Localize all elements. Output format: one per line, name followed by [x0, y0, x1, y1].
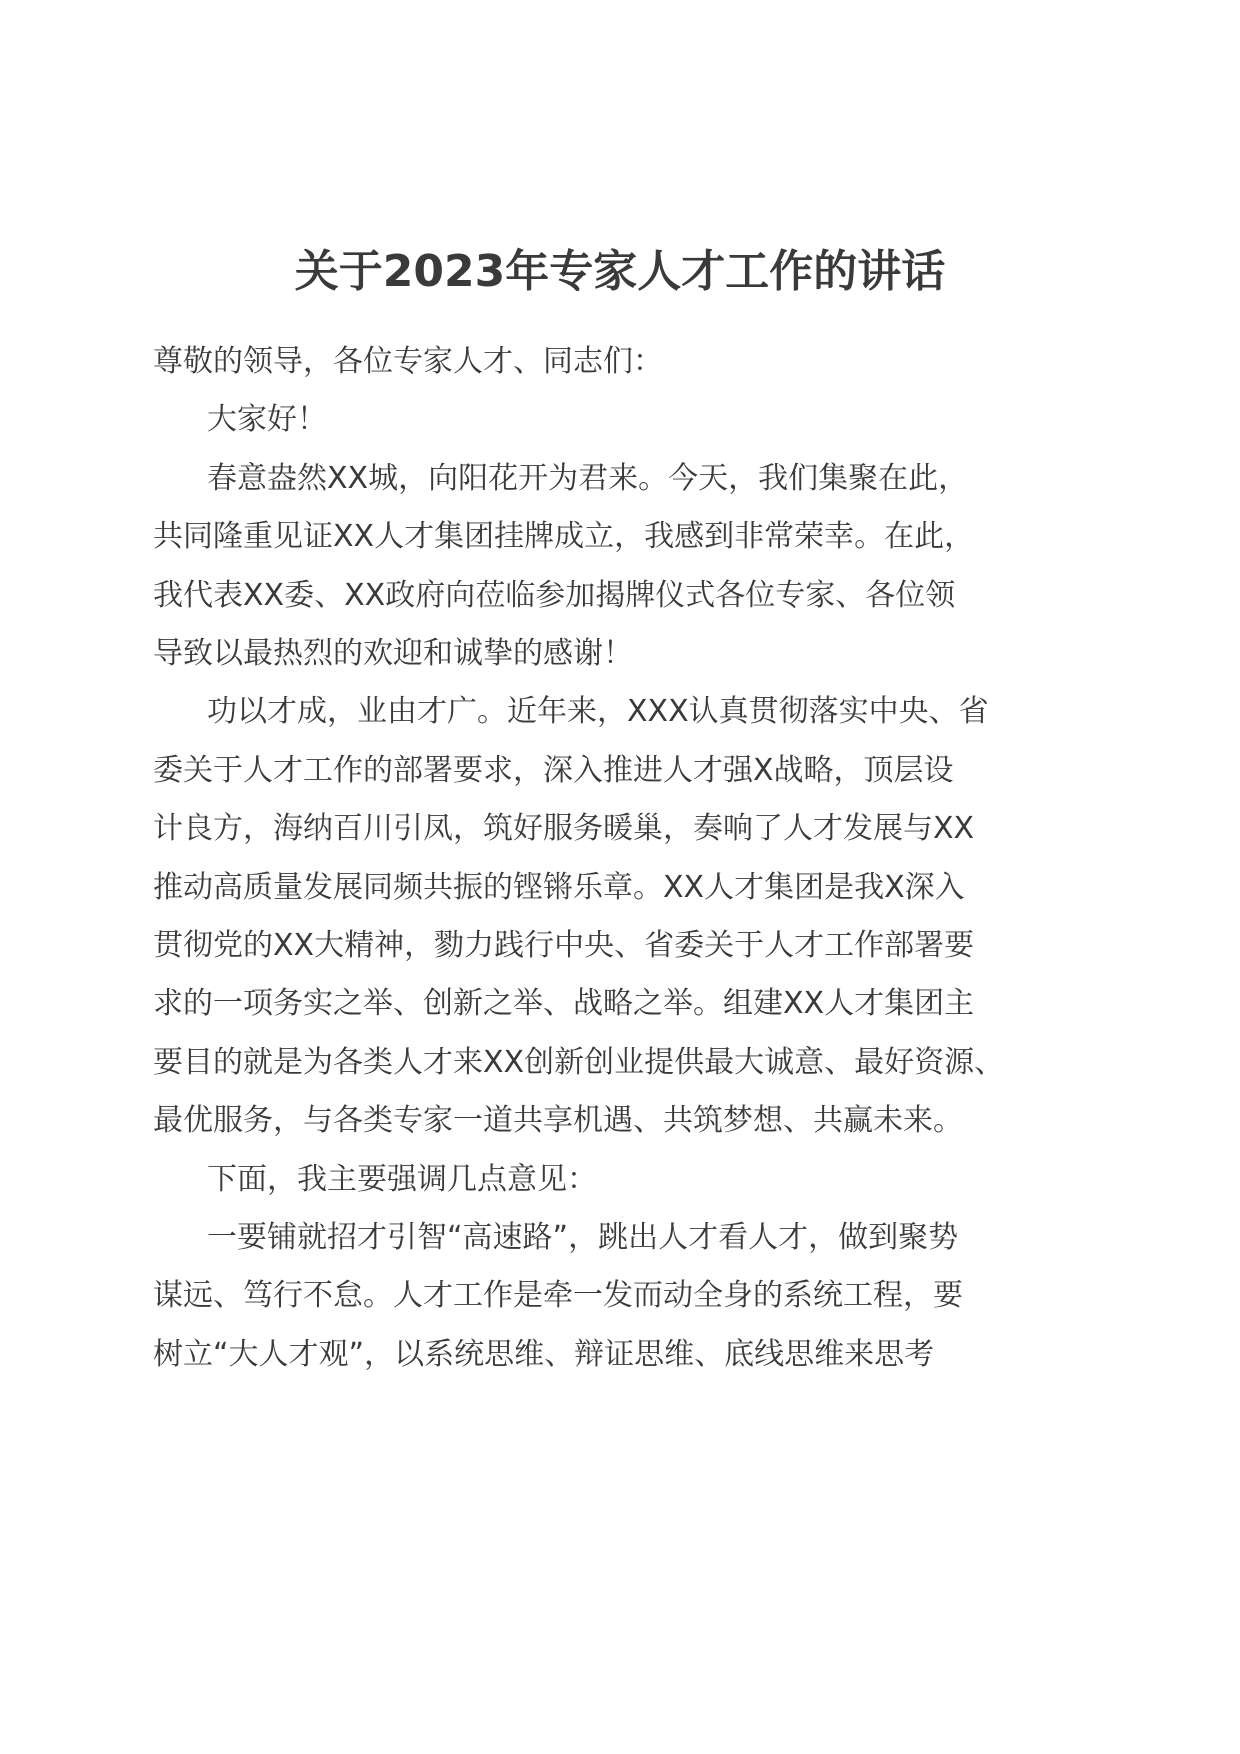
- document-title: 关于2023年专家人才工作的讲话: [294, 246, 946, 297]
- paragraph-line: 我代表XX委、XX政府向莅临参加揭牌仪式各位专家、各位领: [153, 577, 956, 613]
- paragraph-line: 要目的就是为各类人才来XX创新创业提供最大诚意、最好资源、: [153, 1044, 1005, 1080]
- paragraph-line: 贯彻党的XX大精神，勠力践行中央、省委关于人才工作部署要: [153, 928, 975, 963]
- paragraph-start-line: 功以才成，业由才广。近年来，XXX认真贯彻落实中央、省: [207, 694, 989, 730]
- paragraph-start-line: 大家好！: [207, 402, 327, 438]
- paragraph-line: 尊敬的领导，各位专家人才、同志们：: [153, 344, 663, 379]
- paragraph-line: 求的一项务实之举、创新之举、战略之举。组建XX人才集团主: [153, 986, 975, 1022]
- paragraph-line: 树立“大人才观”，以系统思维、辩证思维、底线思维来思考: [153, 1336, 935, 1372]
- paragraph-line: 推动高质量发展同频共振的铿锵乐章。XX人才集团是我X深入: [153, 869, 965, 905]
- paragraph-line: 最优服务，与各类专家一道共享机遇、共筑梦想、共赢未来。: [153, 1103, 963, 1139]
- paragraph-line: 导致以最热烈的欢迎和诚挚的感谢！: [153, 636, 633, 671]
- paragraph-start-line: 春意盎然XX城，向阳花开为君来。今天，我们集聚在此，: [207, 460, 969, 496]
- paragraph-line: 委关于人才工作的部署要求，深入推进人才强X战略，顶层设: [153, 752, 954, 788]
- paragraph-line: 谋远、笃行不怠。人才工作是牵一发而动全身的系统工程，要: [153, 1278, 963, 1314]
- paragraph-start-line: 一要铺就招才引智“高速路”，跳出人才看人才，做到聚势: [207, 1220, 959, 1255]
- paragraph-line: 共同隆重见证XX人才集团挂牌成立，我感到非常荣幸。在此，: [153, 519, 975, 555]
- paragraph-line: 计良方，海纳百川引凤，筑好服务暖巢，奏响了人才发展与XX: [153, 811, 975, 847]
- paragraph-start-line: 下面，我主要强调几点意见：: [207, 1161, 597, 1197]
